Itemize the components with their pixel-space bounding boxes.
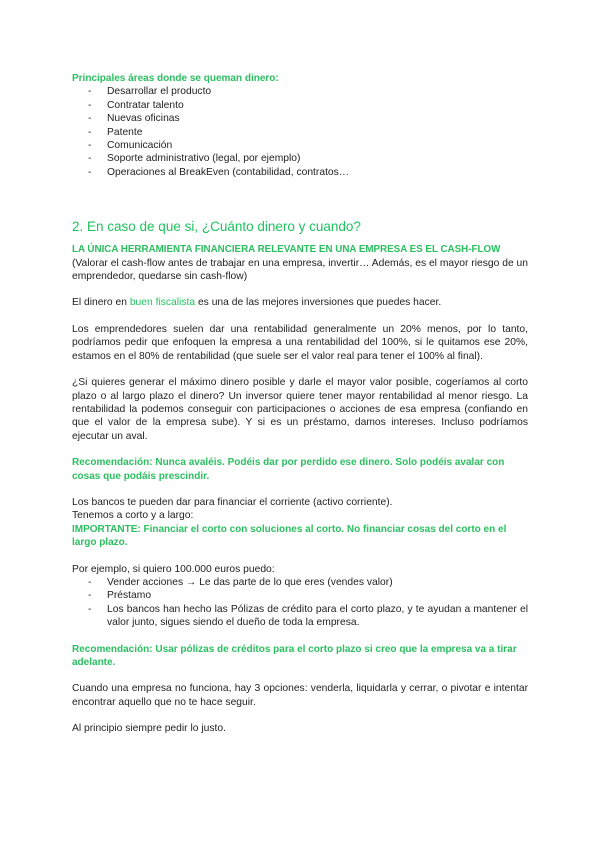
- rentabilidad-paragraph: Los emprendedores suelen dar una rentabilidad generalmente un 20% menos, por lo tanto, podríamos pedir que enfoquen la empresa a una rentabilidad del 100%, si le quitamos ese 20%, estamos en el 80% de rentabilidad (que suele ser el valor real para tener el 100% al final).: [72, 323, 528, 362]
- areas-heading: Principales áreas donde se queman dinero:: [72, 73, 279, 84]
- section-title: 2. En caso de que si, ¿Cuánto dinero y cuando?: [72, 219, 361, 235]
- fiscalista-text-before: El dinero en: [72, 297, 130, 309]
- opciones-paragraph: Cuando una empresa no funciona, hay 3 opciones: venderla, liquidarla y cerrar, o pivotar e intentar encontrar aquello que no te hace seguir.: [72, 683, 528, 708]
- cashflow-note: (Valorar el cash-flow antes de trabajar en una empresa, invertir… Además, es el mayor riesgo de un emprendedor, quedarse sin cash-flow): [72, 257, 528, 283]
- list-item: - Vender acciones → Le das parte de lo que eres (vendes valor): [72, 576, 528, 589]
- fiscalista-paragraph: [72, 296, 528, 309]
- cashflow-heading: LA ÚNICA HERRAMIENTA FINANCIERA RELEVANTE EN UNA EMPRESA ES EL CASH-FLOW: [72, 244, 501, 256]
- justo-paragraph: Al principio siempre pedir lo justo.: [72, 723, 226, 735]
- list-item: - Préstamo: [72, 589, 528, 602]
- bancos-line-2: Tenemos a corto y a largo:: [72, 510, 194, 522]
- list-item: - Nuevas oficinas: [72, 112, 528, 125]
- list-item: - Contratar talento: [72, 99, 528, 112]
- generar-paragraph: ¿Si quieres generar el máximo dinero posible y darle el mayor valor posible, cogeríamos al corto plazo o al largo plazo el dinero? Un inversor quiere tener mayor rentabilidad al menor riesgo. La rentabilidad la podemos conseguir con participaciones o acciones de esa empresa (confiando en que el valor de la empresa sube). Y si es un préstamo, damos intereses. Incluso podríamos ejecutar un aval.: [72, 377, 528, 442]
- list-item: - Desarrollar el producto: [72, 85, 528, 98]
- recomendacion-polizas: Recomendación: Usar pólizas de créditos para el corto plazo si creo que la empresa va a tirar adelante.: [72, 643, 517, 668]
- importante-note: IMPORTANTE: Financiar el corto con soluciones al corto. No financiar cosas del corto en el largo plazo.: [72, 523, 507, 549]
- ejemplo-intro: Por ejemplo, si quiero 100.000 euros puedo:: [72, 563, 275, 575]
- fiscalista-text-after: es una de las mejores inversiones que puedes hacer.: [195, 297, 442, 309]
- list-item: - Los bancos han hecho las Pólizas de crédito para el corto plazo, y te ayudan a mantener el valor junto, sigues siendo el dueño de toda la empresa.: [72, 603, 528, 630]
- areas-list: [72, 85, 528, 179]
- list-item: - Soporte administrativo (legal, por ejemplo): [72, 152, 528, 165]
- document-page: [72, 72, 528, 736]
- fiscalista-link[interactable]: buen fiscalista: [129, 297, 196, 309]
- list-item: - Patente: [72, 126, 528, 139]
- list-item: - Operaciones al BreakEven (contabilidad, contratos…: [72, 166, 528, 179]
- bancos-line-1: Los bancos te pueden dar para financiar el corriente (activo corriente).: [72, 496, 393, 508]
- ejemplo-list: [72, 576, 528, 630]
- list-item: - Comunicación: [72, 139, 528, 152]
- recomendacion-aval: Recomendación: Nunca avaléis. Podéis dar por perdido ese dinero. Solo podéis avalar con cosas que podáis prescindir.: [72, 457, 505, 482]
